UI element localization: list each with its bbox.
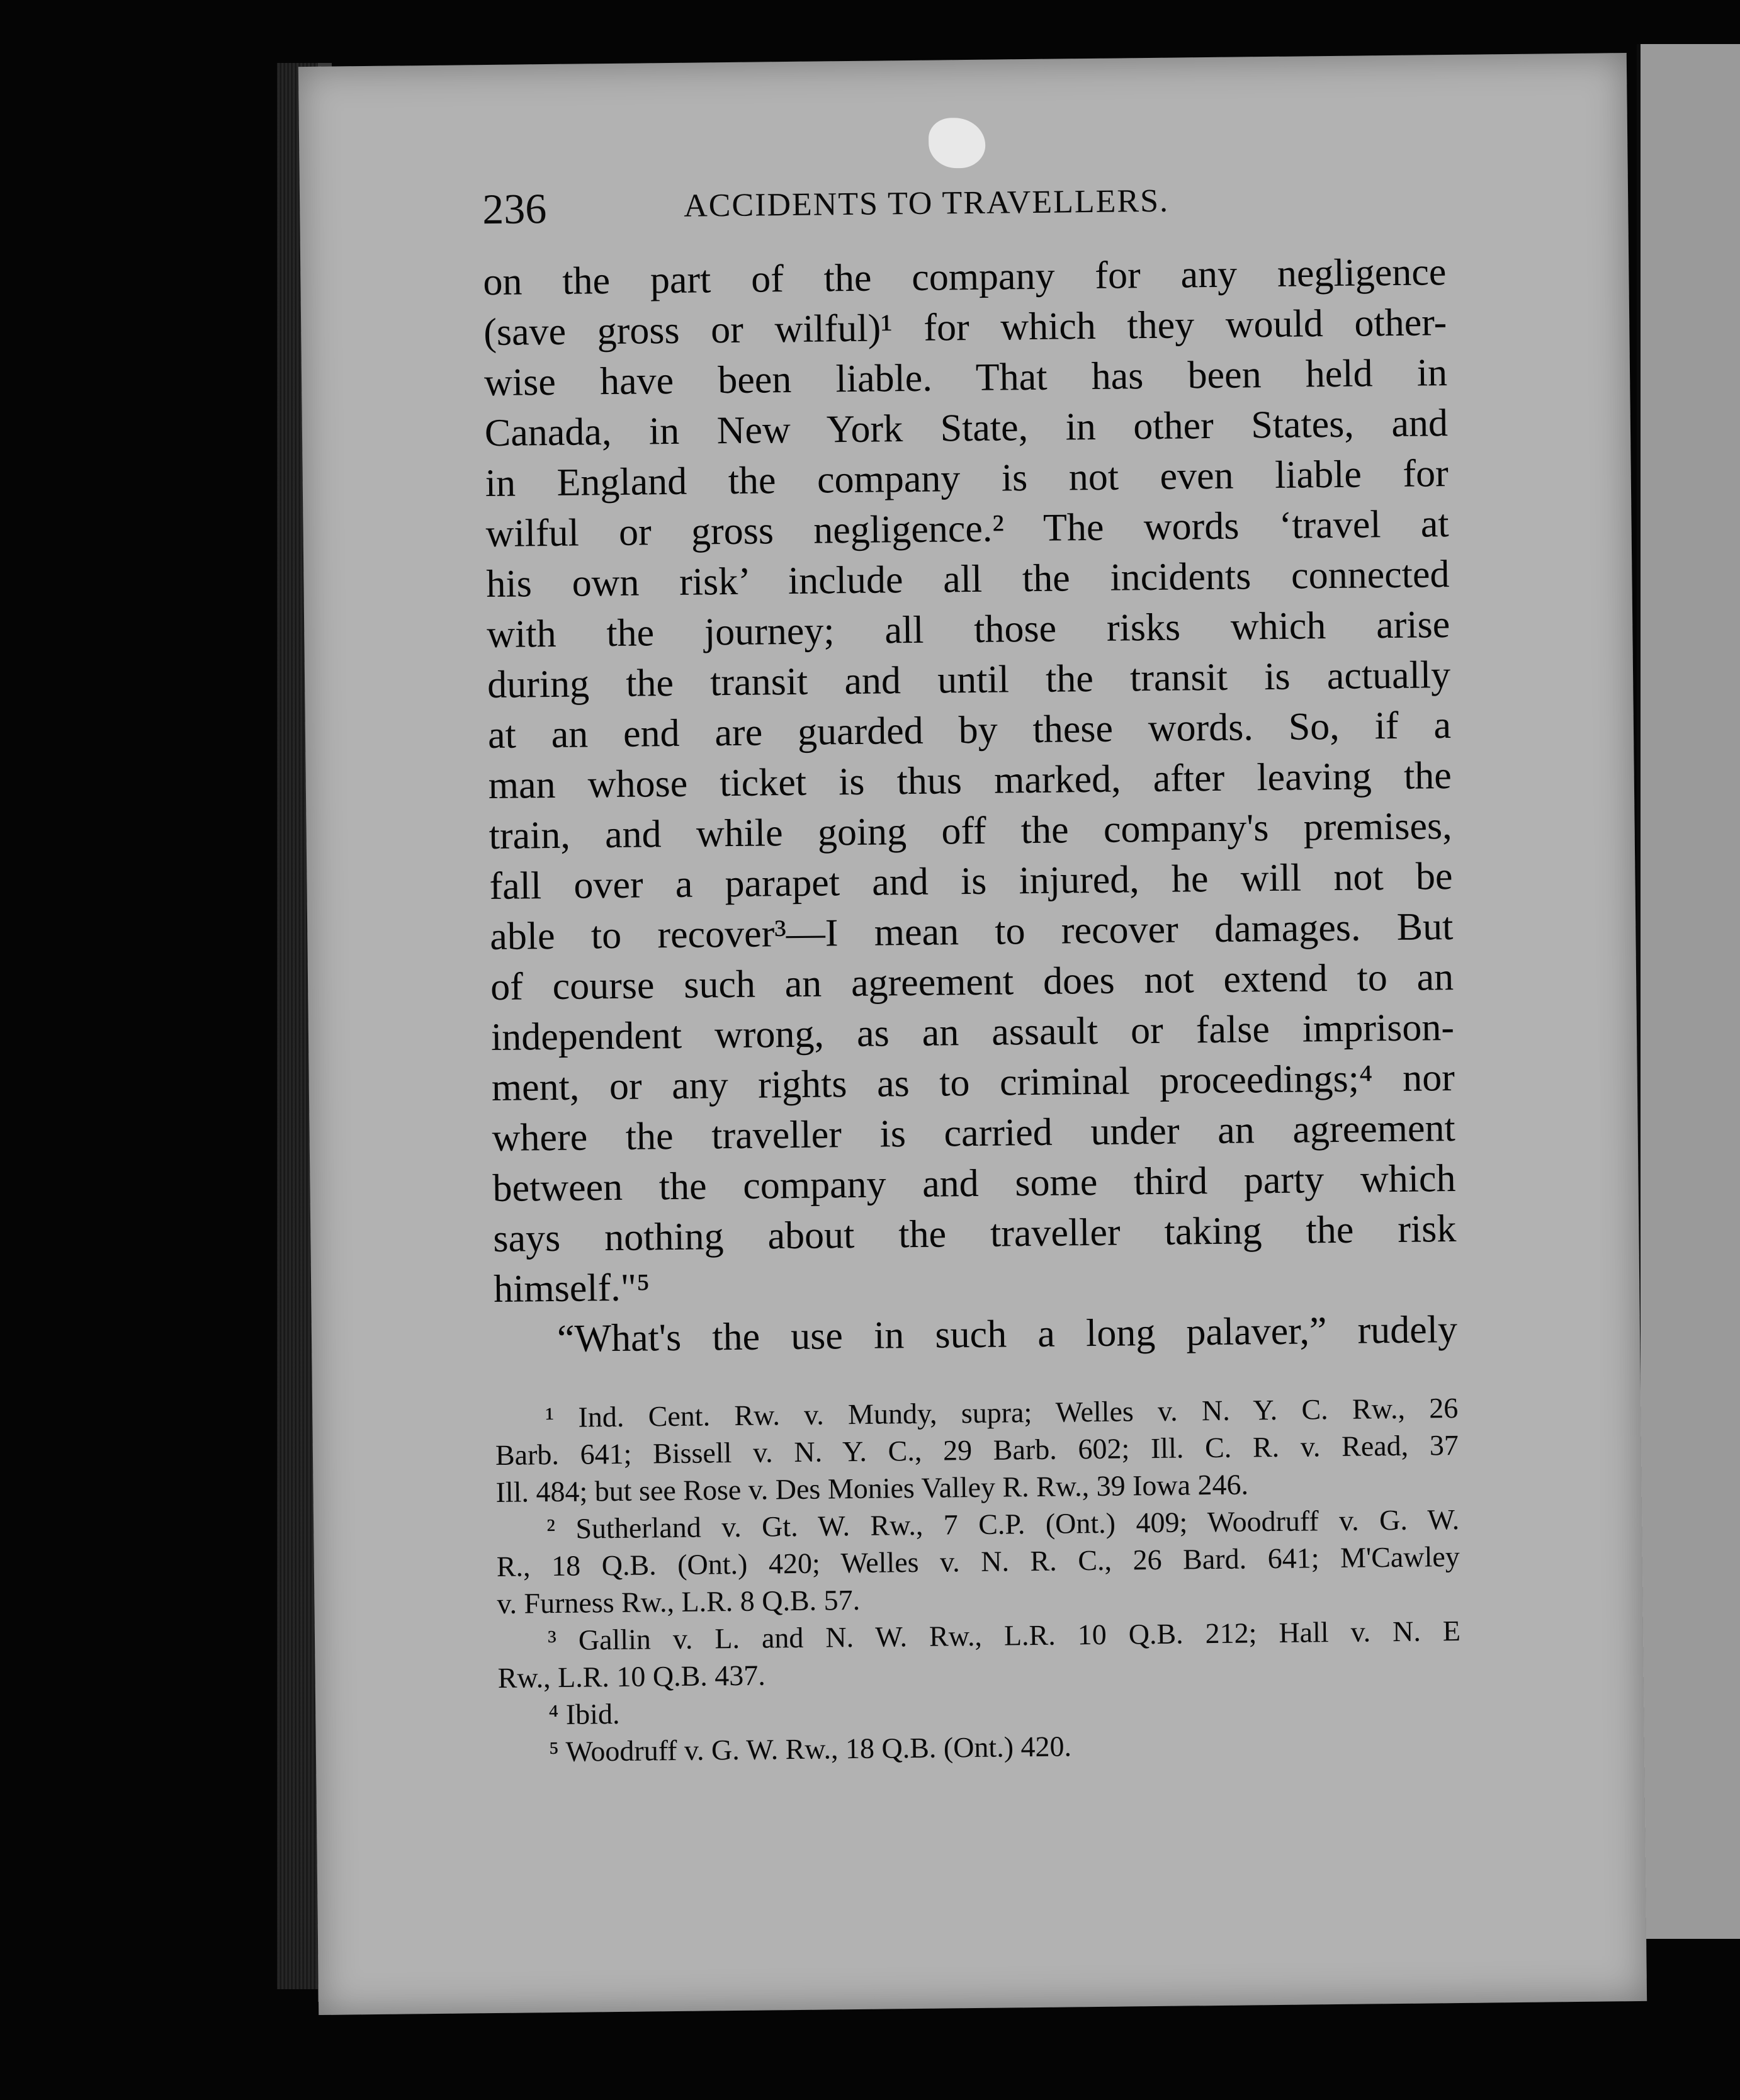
- body-text: [483, 247, 1457, 1365]
- text-line: Canada, in New York State, in other States, and: [484, 402, 1449, 455]
- text-line: in England the company is not even liable for: [485, 452, 1449, 505]
- text-line: (save gross or wilful)¹ for which they would other-: [483, 301, 1447, 354]
- text-line: says nothing about the traveller taking the risk: [493, 1207, 1457, 1260]
- footnotes: [495, 1389, 1462, 1771]
- text-line: with the journey; all those risks which arise: [486, 603, 1450, 657]
- text-line: where the traveller is carried under an agreement: [492, 1106, 1455, 1160]
- text-line: train, and while going off the company's premises,: [489, 804, 1452, 858]
- footnote-line: ¹ Ind. Cent. Rw. v. Mundy, supra; Welles v. N. Y. C. Rw., 26: [545, 1391, 1459, 1434]
- text-line: his own risk’ include all the incidents connected: [486, 553, 1450, 606]
- paper-damage-spot: [929, 118, 986, 169]
- text-line: independent wrong, as an assault or false imprison-: [490, 1005, 1455, 1059]
- page-header: [482, 174, 1465, 247]
- text-line: able to recover³—I mean to recover damages. But: [489, 905, 1454, 959]
- text-line: on the part of the company for any negligence: [483, 251, 1447, 304]
- footnote-line: ³ Gallin v. L. and N. W. Rw., L.R. 10 Q.B. 212; Hall v. N. E: [547, 1614, 1461, 1657]
- footnote-line: Ill. 484; but see Rose v. Des Monies Valley R. Rw., 39 Iowa 246.: [495, 1468, 1249, 1508]
- text-line: wise have been liable. That has been held in: [483, 351, 1448, 405]
- facing-page-sliver: [1637, 44, 1740, 1939]
- text-line: “What's the use in such a long palaver,” rudely: [556, 1307, 1458, 1360]
- footnote-line: ⁴ Ibid.: [548, 1697, 620, 1731]
- footnote-line: ² Sutherland v. Gt. W. Rw., 7 C.P. (Ont.) 409; Woodruff v. G. W.: [546, 1503, 1460, 1545]
- text-line: between the company and some third party which: [492, 1156, 1456, 1210]
- text-line: himself."⁵: [493, 1266, 650, 1311]
- text-line: at an end are guarded by these words. So, if a: [487, 704, 1452, 757]
- text-line: man whose ticket is thus marked, after leaving the: [488, 754, 1452, 808]
- footnote-line: Barb. 641; Bissell v. N. Y. C., 29 Barb. 602; Ill. C. R. v. Read, 37: [495, 1428, 1459, 1471]
- book-page: [298, 53, 1647, 2015]
- footnote-line: v. Furness Rw., L.R. 8 Q.B. 57.: [497, 1583, 861, 1620]
- text-line: during the transit and until the transit is actually: [487, 653, 1451, 707]
- footnote-line: ⁵ Woodruff v. G. W. Rw., 18 Q.B. (Ont.) 420.: [548, 1730, 1072, 1768]
- running-title: ACCIDENTS TO TRAVELLERS.: [683, 183, 1170, 224]
- text-line: fall over a parapet and is injured, he will not be: [489, 855, 1453, 908]
- page-number: 236: [482, 184, 547, 234]
- footnote-line: R., 18 Q.B. (Ont.) 420; Welles v. N. R. C., 26 Bard. 641; M'Cawley: [496, 1540, 1460, 1583]
- text-line: of course such an agreement does not extend to an: [490, 955, 1454, 1009]
- text-line: ment, or any rights as to criminal proceedings;⁴ nor: [491, 1056, 1455, 1110]
- footnote-line: Rw., L.R. 10 Q.B. 437.: [497, 1659, 766, 1694]
- text-line: wilful or gross negligence.² The words ‘travel at: [485, 502, 1449, 556]
